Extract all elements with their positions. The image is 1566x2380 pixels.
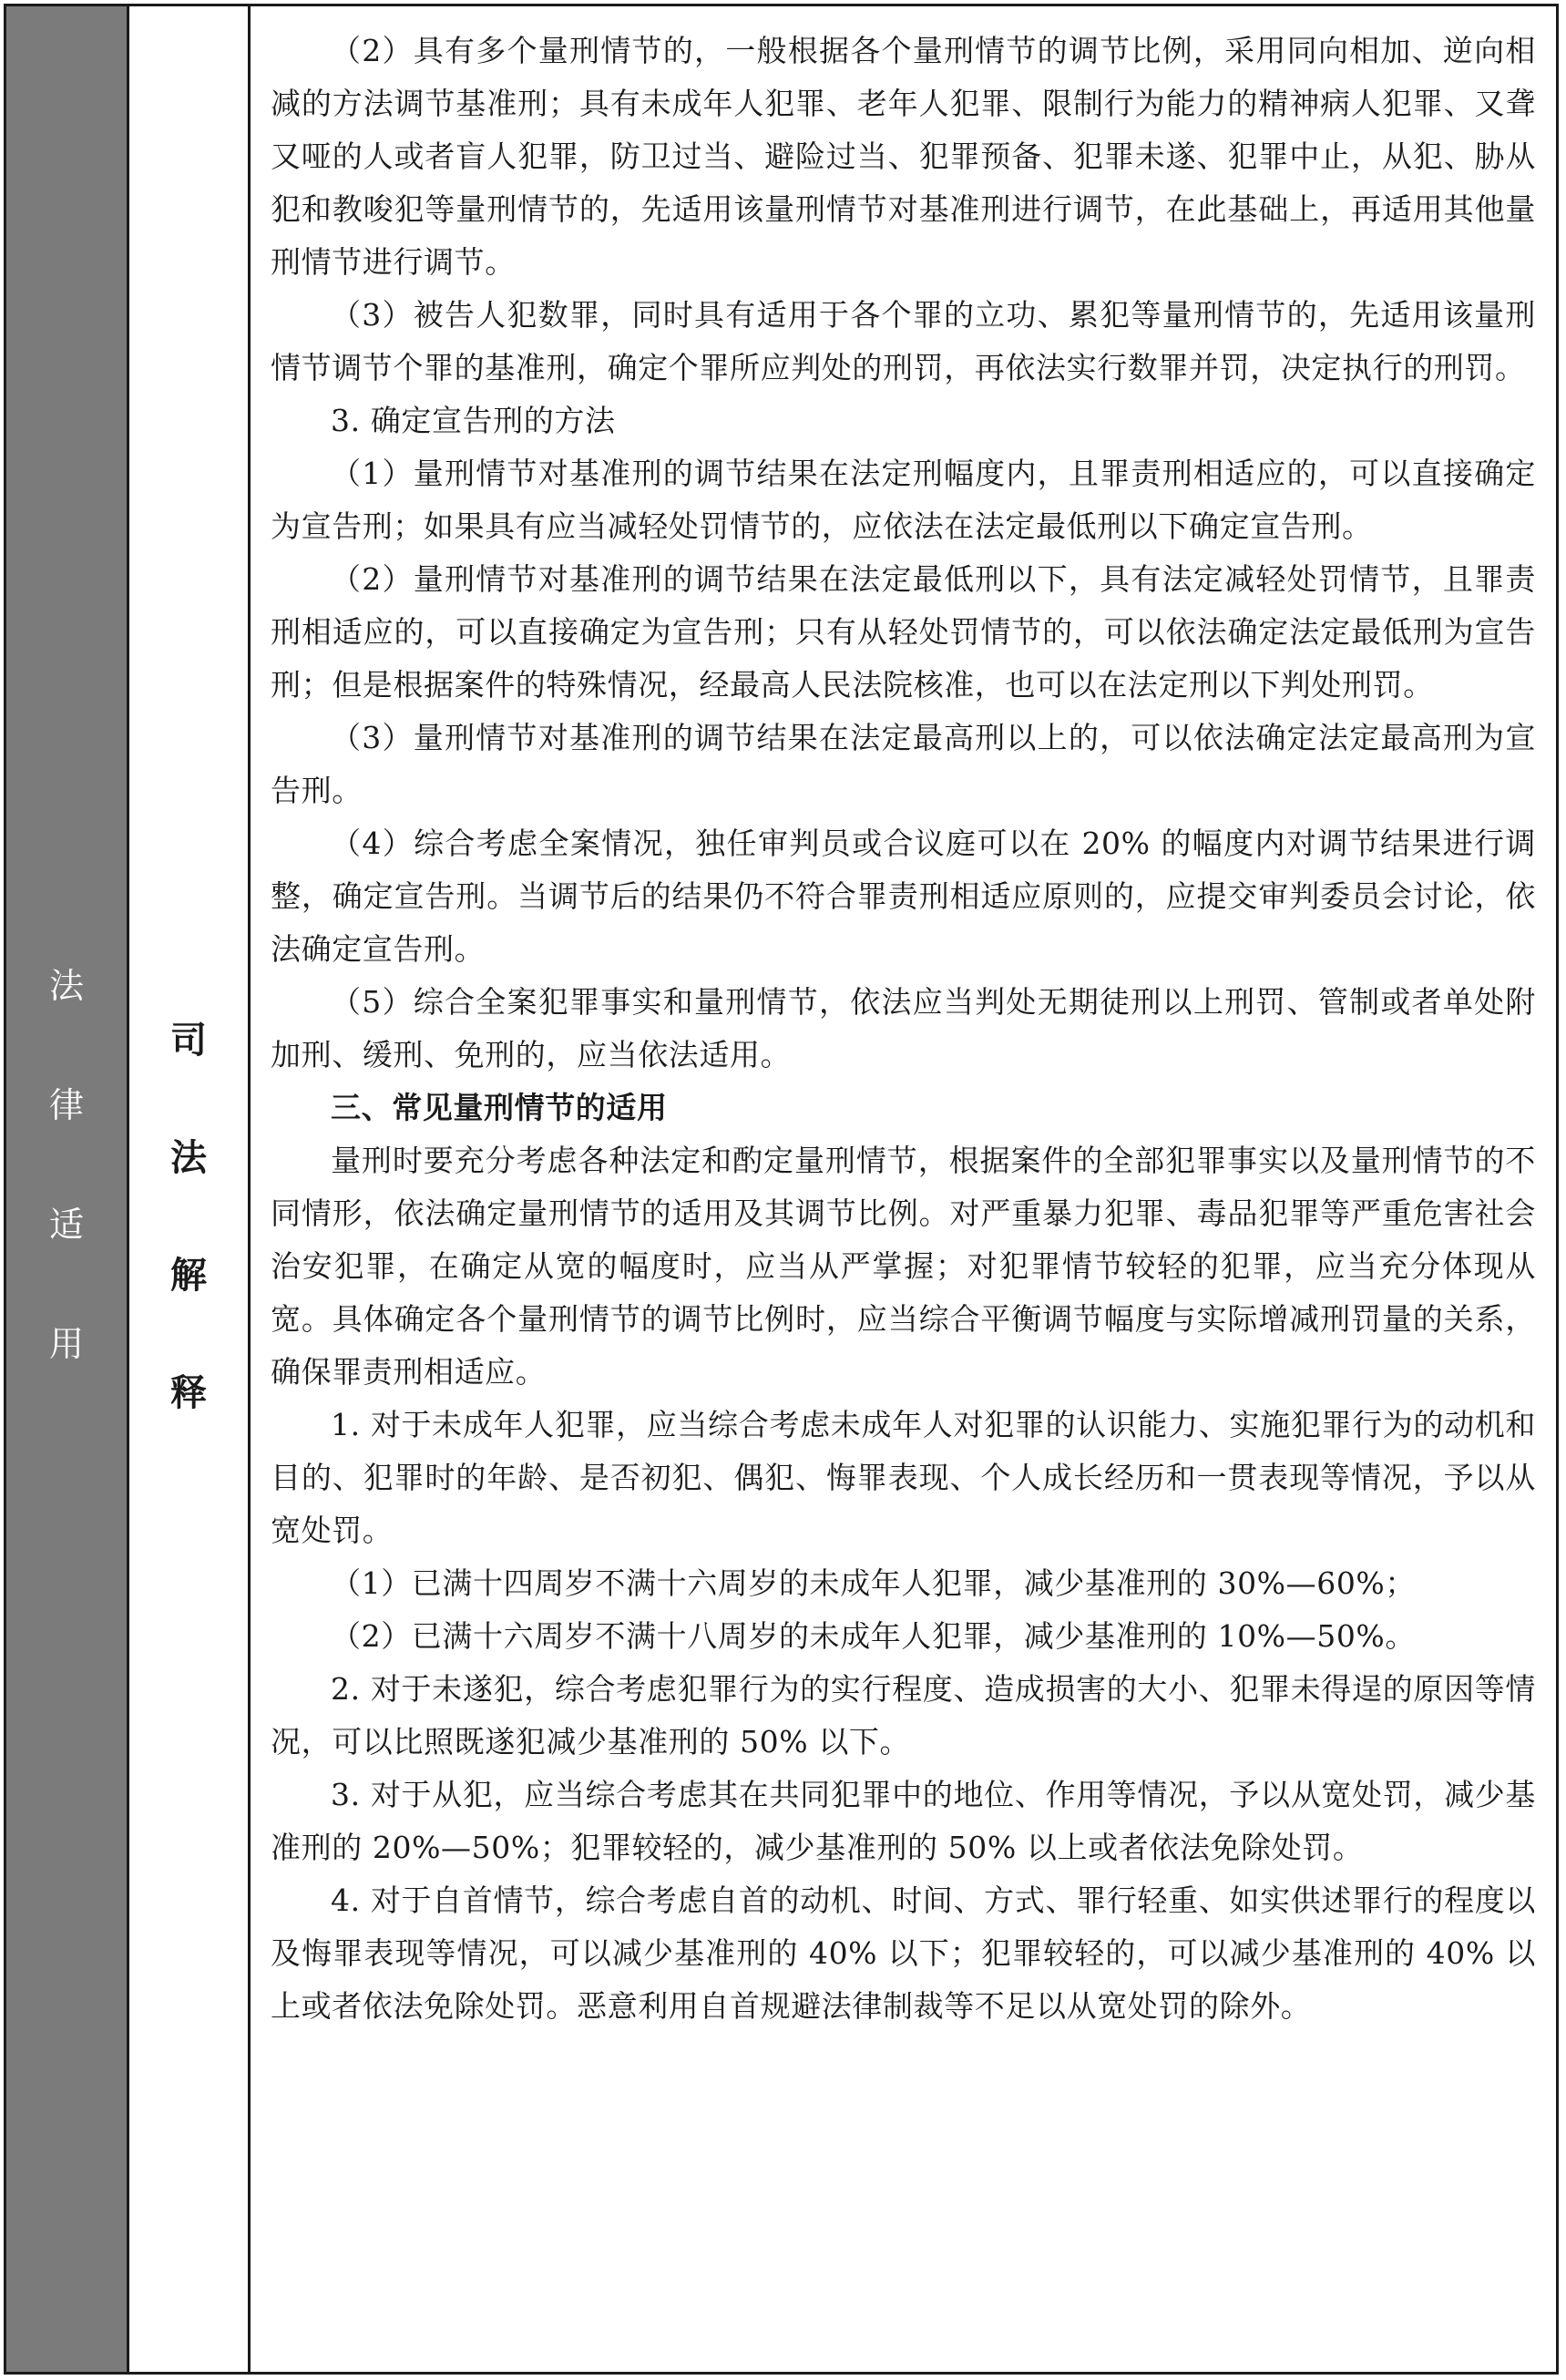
subcategory-char: 释 [170, 1371, 207, 1414]
paragraph: （3）量刑情节对基准刑的调节结果在法定最高刑以上的，可以依法确定法定最高刑为宣告刑。 [271, 720, 1536, 808]
paragraph: （5）综合全案犯罪事实和量刑情节，依法应当判处无期徒刑以上刑罚、管制或者单处附加刑、缓刑、免刑的，应当依法适用。 [271, 984, 1536, 1072]
paragraph: 3. 确定宣告刑的方法 [331, 403, 616, 438]
category-char: 适 [48, 1205, 84, 1245]
subcategory-char: 法 [170, 1136, 207, 1179]
paragraph: 4. 对于自首情节，综合考虑自首的动机、时间、方式、罪行轻重、如实供述罪行的程度以及悔罪表现等情况，可以减少基准刑的 40% 以下；犯罪较轻的，可以减少基准刑的 40% 以上或者依法免除处罚。恶意利用自首规避法律制裁等不足以从宽处罚的除外。 [271, 1882, 1536, 2024]
category-char: 用 [48, 1324, 84, 1364]
category-label [6, 927, 127, 1404]
paragraph: （4）综合考虑全案情况，独任审判员或合议庭可以在 20% 的幅度内对调节结果进行调整，确定宣告刑。当调节后的结果仍不符合罪责刑相适应原则的，应提交审判委员会讨论，依法确定宣告刑。 [271, 826, 1536, 967]
content-column [251, 6, 1556, 2372]
category-char: 律 [48, 1085, 84, 1125]
paragraph: （3）被告人犯数罪，同时具有适用于各个罪的立功、累犯等量刑情节的，先适用该量刑情节调节个罪的基准刑，确定个罪所应判处的刑罚，再依法实行数罪并罚，决定执行的刑罚。 [271, 297, 1536, 385]
subcategory-char: 解 [170, 1254, 207, 1297]
paragraph: （2）量刑情节对基准刑的调节结果在法定最低刑以下，具有法定减轻处罚情节，且罪责刑相适应的，可以直接确定为宣告刑；只有从轻处罚情节的，可以依法确定法定最低刑为宣告刑；但是根据案件的特殊情况，经最高人民法院核准，也可以在法定刑以下判处刑罚。 [271, 561, 1536, 703]
paragraph: 1. 对于未成年人犯罪，应当综合考虑未成年人对犯罪的认识能力、实施犯罪行为的动机和目的、犯罪时的年龄、是否初犯、偶犯、悔罪表现、个人成长经历和一贯表现等情况，予以从宽处罚。 [271, 1407, 1536, 1548]
subcategory-char: 司 [170, 1019, 207, 1062]
paragraph: 2. 对于未遂犯，综合考虑犯罪行为的实行程度、造成损害的大小、犯罪未得逞的原因等情况，可以比照既遂犯减少基准刑的 50% 以下。 [271, 1671, 1536, 1759]
paragraph: （2）已满十六周岁不满十八周岁的未成年人犯罪，减少基准刑的 10%—50%。 [331, 1618, 1416, 1654]
law-table [4, 4, 1559, 2375]
section-heading: 三、常见量刑情节的适用 [331, 1090, 668, 1125]
category-char: 法 [48, 966, 84, 1006]
subcategory-column [129, 6, 251, 2372]
subcategory-label [129, 981, 248, 1452]
paragraph: 3. 对于从犯，应当综合考虑其在共同犯罪中的地位、作用等情况，予以从宽处罚，减少基准刑的 20%—50%；犯罪较轻的，减少基准刑的 50% 以上或者依法免除处罚。 [271, 1777, 1536, 1865]
paragraph: （1）量刑情节对基准刑的调节结果在法定刑幅度内，且罪责刑相适应的，可以直接确定为宣告刑；如果具有应当减轻处罚情节的，应依法在法定最低刑以下确定宣告刑。 [271, 456, 1536, 544]
paragraph: （1）已满十四周岁不满十六周岁的未成年人犯罪，减少基准刑的 30%—60%； [331, 1565, 1416, 1601]
category-column [6, 6, 129, 2372]
paragraph: （2）具有多个量刑情节的，一般根据各个量刑情节的调节比例，采用同向相加、逆向相减的方法调节基准刑；具有未成年人犯罪、老年人犯罪、限制行为能力的精神病人犯罪、又聋又哑的人或者盲人犯罪，防卫过当、避险过当、犯罪预备、犯罪未遂、犯罪中止，从犯、胁从犯和教唆犯等量刑情节的，先适用该量刑情节对基准刑进行调节，在此基础上，再适用其他量刑情节进行调节。 [271, 33, 1536, 280]
paragraph: 量刑时要充分考虑各种法定和酌定量刑情节，根据案件的全部犯罪事实以及量刑情节的不同情形，依法确定量刑情节的适用及其调节比例。对严重暴力犯罪、毒品犯罪等严重危害社会治安犯罪，在确定从宽的幅度时，应当从严掌握；对犯罪情节较轻的犯罪，应当充分体现从宽。具体确定各个量刑情节的调节比例时，应当综合平衡调节幅度与实际增减刑罚量的关系，确保罪责刑相适应。 [271, 1143, 1536, 1390]
